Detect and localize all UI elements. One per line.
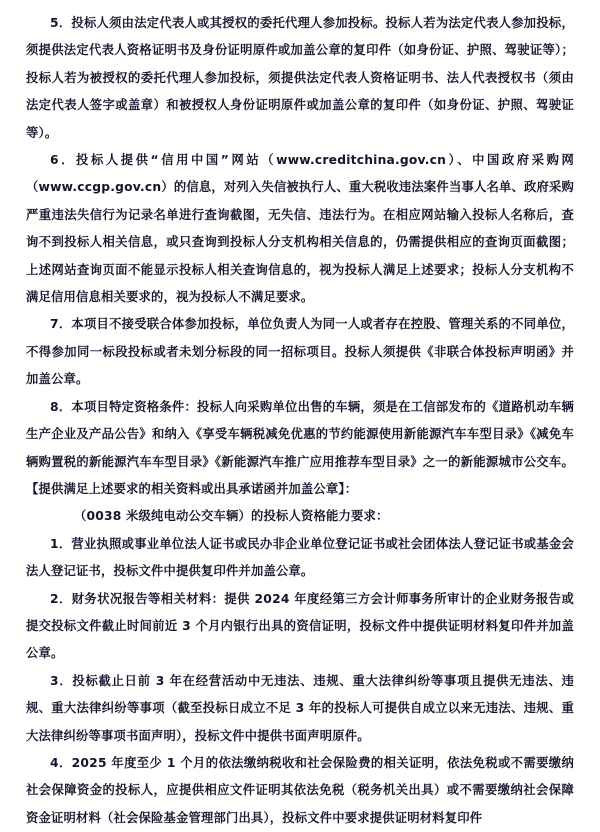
paragraph-qualification-4: 4．2025 年度至少 1 个月的依法缴纳税收和社会保险费的相关证明，依法免税或不需要缴纳社会保障资金的投标人，应提供相应文件证明其依法免税（税务机关出具）或不需要缴纳社会保障资金证明材料（社会保险基金管理部门出具），投标文件中要求提供证明材料复印件 bbox=[26, 755, 574, 825]
paragraph-qualification-1: 1．营业执照或事业单位法人证书或民办非企业单位登记证书或社会团体法人登记证书或基金会法人登记证书，投标文件中提供复印件并加盖公章。 bbox=[26, 536, 574, 579]
paragraph-qualification-2: 2．财务状况报告等相关材料：提供 2024 年度经第三方会计师事务所审计的企业财务报告或提交投标文件截止时间前近 3 个月内银行出具的资信证明，投标文件中提供证明材料复印件并加盖公章。 bbox=[26, 591, 574, 661]
paragraph-item-6: 6．投标人提供“信用中国”网站（www.creditchina.gov.cn）、中国政府采购网（www.ccgp.gov.cn）的信息，对列入失信被执行人、重大税收违法案件当事人名单、政府采购严重违法失信行为记录名单进行查询截图，无失信、违法行为。在相应网站输入投标人名称后，查询不到投标人相关信息，或只查询到投标人分支机构相关信息的，仍需提供相应的查询页面截图；上述网站查询页面不能显示投标人相关查询信息的，视为投标人满足上述要求；投标人分支机构不满足信用信息相关要求的，视为投标人不满足要求。 bbox=[26, 153, 574, 305]
paragraph-item-8: 8．本项目特定资格条件：投标人向采购单位出售的车辆，须是在工信部发布的《道路机动车辆生产企业及产品公告》和纳入《享受车辆税减免优惠的节约能源使用新能源汽车车型目录》《减免车辆购置税的新能源汽车车型目录》《新能源汽车推广应用推荐车型目录》之一的新能源城市公交车。【提供满足上述要求的相关资料或出具承诺函并加盖公章】： bbox=[26, 399, 574, 496]
paragraph-item-7: 7．本项目不接受联合体参加投标，单位负责人为同一人或者存在控股、管理关系的不同单位，不得参加同一标段投标或者未划分标段的同一招标项目。投标人须提供《非联合体投标声明函》并加盖公章。 bbox=[26, 317, 574, 387]
paragraph-spec-title: （0038 米级纯电动公交车辆）的投标人资格能力要求： bbox=[74, 509, 389, 524]
paragraph-item-5: 5．投标人须由法定代表人或其授权的委托代理人参加投标。投标人若为法定代表人参加投标，须提供法定代表人资格证明书及身份证明原件或加盖公章的复印件（如身份证、护照、驾驶证等）；投标人若为被授权的委托代理人参加投标，须提供法定代表人资格证明书、法人代表授权书（须由法定代表人签字或盖章）和被授权人身份证明原件或加盖公章的复印件（如身份证、护照、驾驶证等）。 bbox=[26, 16, 574, 140]
paragraph-qualification-3: 3．投标截止日前 3 年在经营活动中无违法、违规、重大法律纠纷等事项且提供无违法、违规、重大法律纠纷等事项（截至投标日成立不足 3 年的投标人可提供自成立以来无违法、违规、重大法律纠纷等事项书面声明），投标文件中提供书面声明原件。 bbox=[26, 673, 574, 743]
